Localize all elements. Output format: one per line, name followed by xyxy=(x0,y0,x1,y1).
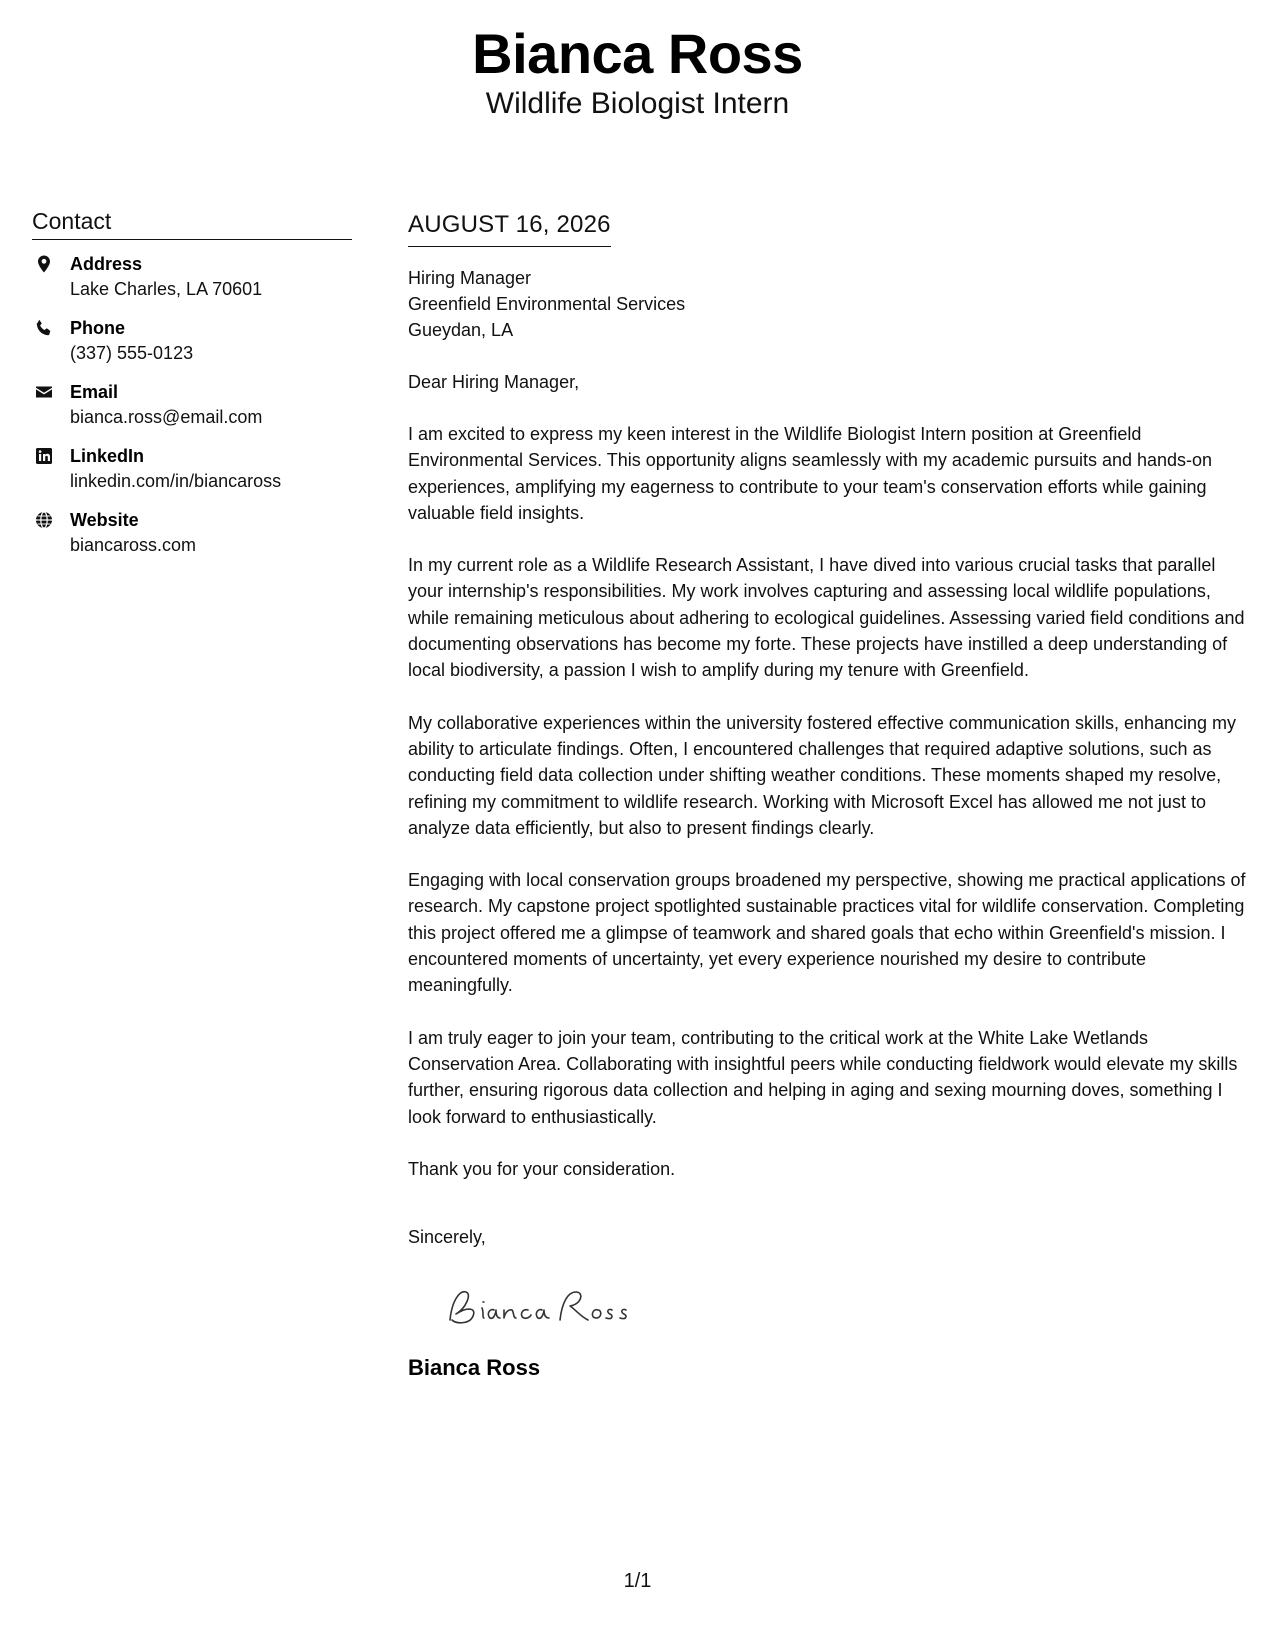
paragraph-2: In my current role as a Wildlife Research Assistant, I have dived into various crucial tasks that parallel your internship's responsibilities. My work involves capturing and assessing local wildlife populations, while remaining meticulous about adhering to ecological guidelines. Assessing varied field conditions and documenting observations has become my forte. These projects have instilled a deep understanding of local biodiversity, a passion I wish to amplify during my tenure with Greenfield. xyxy=(408,555,1245,681)
paragraph-6: Thank you for your consideration. xyxy=(408,1158,676,1179)
letter-body xyxy=(408,210,1252,1382)
contact-linkedin-value: linkedin.com/in/biancaross xyxy=(70,471,282,491)
page-number: 1/1 xyxy=(623,1570,652,1592)
paragraph-3: My collaborative experiences within the university fostered effective communication skills, enhancing my ability to articulate findings. Often, I encountered challenges that required adaptive solutions, such as conducting field data collection under shifting weather conditions. These moments shaped my resolve, refining my commitment to wildlife research. Working with Microsoft Excel has allowed me not just to analyze data efficiently, but also to present findings clearly. xyxy=(408,712,1237,838)
contact-website xyxy=(32,508,352,558)
salutation: Dear Hiring Manager, xyxy=(408,372,580,392)
contact-linkedin xyxy=(32,444,352,494)
paragraph-4: Engaging with local conservation groups broadened my perspective, showing me practical applications of research. My capstone project spotlighted sustainable practices vital for wildlife conservation. Completing this project offered me a glimpse of teamwork and shared goals that echo within Greenfield's mission. I encountered moments of uncertainty, yet every experience nourished my desire to contribute meaningfully. xyxy=(408,870,1246,996)
envelope-icon xyxy=(34,382,54,402)
signer-name: Bianca Ross xyxy=(408,1355,541,1381)
contact-heading: Contact xyxy=(32,207,352,240)
globe-icon xyxy=(34,510,54,530)
contact-address-label: Address xyxy=(70,254,143,274)
contact-website-value: biancaross.com xyxy=(70,535,197,555)
job-title: Wildlife Biologist Intern xyxy=(485,87,790,120)
contact-email-label: Email xyxy=(70,382,119,402)
recipient-name: Hiring Manager xyxy=(408,268,532,288)
paragraph-5: I am truly eager to join your team, contributing to the critical work at the White Lake Wetlands Conservation Area. Collaborating with insightful peers while conducting fieldwork would elevate my skills further, ensuring rigorous data collection and helping in aging and sexing mourning doves, something I look forward to enthusiastically. xyxy=(408,1027,1238,1127)
phone-icon xyxy=(34,318,54,338)
closing: Sincerely, xyxy=(408,1227,486,1248)
letter-header xyxy=(0,22,1275,122)
contact-address-value: Lake Charles, LA 70601 xyxy=(70,279,263,299)
linkedin-icon xyxy=(34,446,54,466)
paragraph-1: I am excited to express my keen interest in the Wildlife Biologist Intern position at Greenfield Environmental Services. This opportunity aligns seamlessly with my academic pursuits and hands-on experiences, amplifying my eagerness to contribute to your team's conservation efforts while gaining valuable field insights. xyxy=(408,424,1213,523)
applicant-name: Bianca Ross xyxy=(472,22,803,85)
contact-list xyxy=(32,252,352,558)
contact-email xyxy=(32,380,352,430)
contact-website-label: Website xyxy=(70,510,139,530)
contact-phone-value: (337) 555-0123 xyxy=(70,343,194,363)
contact-sidebar xyxy=(32,207,352,572)
contact-linkedin-label: LinkedIn xyxy=(70,446,145,466)
contact-email-value: bianca.ross@email.com xyxy=(70,407,263,427)
recipient-company: Greenfield Environmental Services xyxy=(408,294,686,314)
contact-phone-label: Phone xyxy=(70,318,126,338)
handwritten-signature xyxy=(442,1278,642,1338)
recipient-location: Gueydan, LA xyxy=(408,320,514,340)
location-pin-icon xyxy=(34,254,54,274)
contact-address xyxy=(32,252,352,302)
letter-date: AUGUST 16, 2026 xyxy=(408,210,611,247)
contact-phone xyxy=(32,316,352,366)
recipient-block xyxy=(408,265,1252,343)
